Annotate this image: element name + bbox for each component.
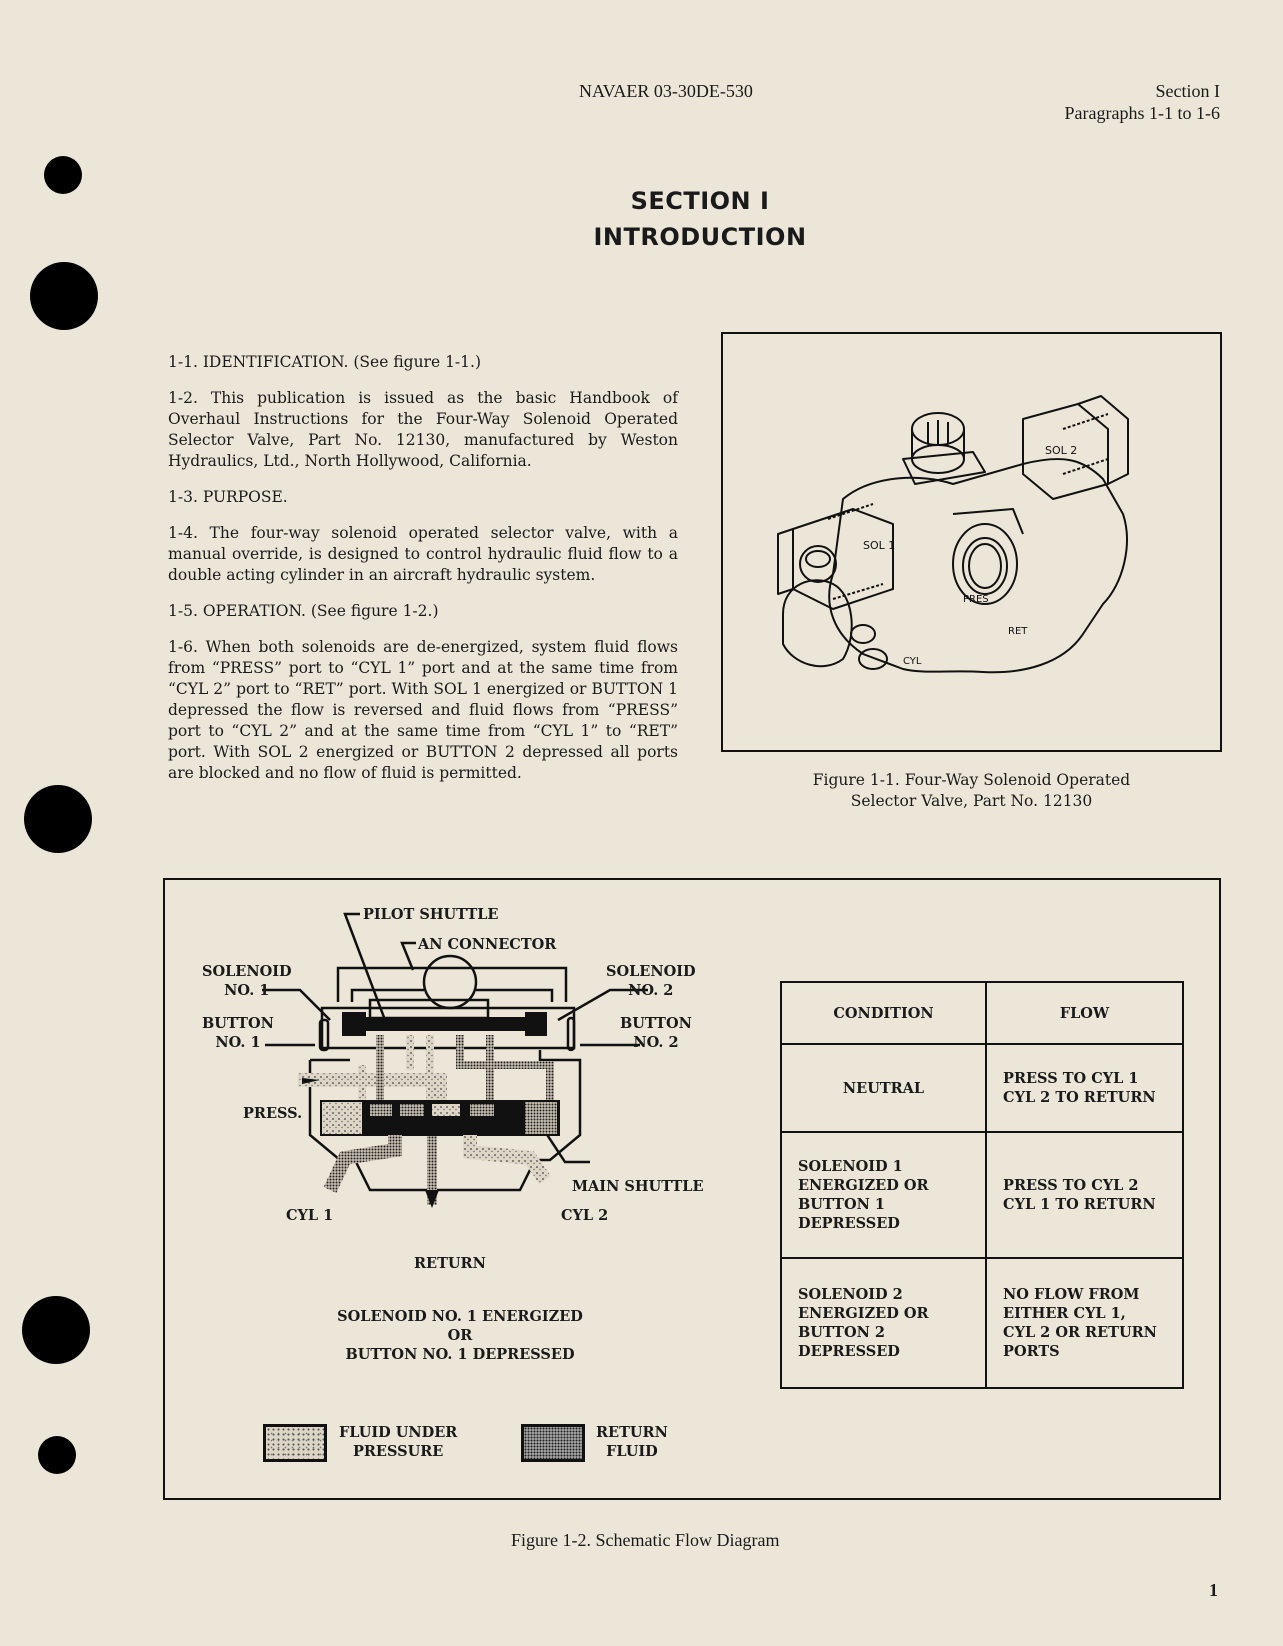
cell-line: PRESS TO CYL 1 (1003, 1070, 1139, 1087)
binder-hole (30, 262, 98, 330)
paragraph-range: Paragraphs 1-1 to 1-6 (1064, 103, 1220, 123)
svg-text:SOL 1: SOL 1 (863, 539, 896, 552)
table-row (781, 1258, 1183, 1388)
cell-line: SOLENOID 1 (798, 1158, 903, 1175)
cell-line: NO FLOW FROM (1003, 1286, 1140, 1303)
cell-line: CYL 2 OR RETURN (1003, 1324, 1157, 1341)
cell-line: NEUTRAL (842, 1079, 925, 1097)
cell-line: SOLENOID 2 (798, 1286, 903, 1303)
table-cell-condition (781, 1258, 986, 1388)
legend-return-line1: RETURN (596, 1424, 668, 1441)
cell-line: BUTTON 2 (798, 1324, 885, 1341)
label-an-connector: AN CONNECTOR (418, 936, 557, 953)
table-row (781, 1044, 1183, 1132)
label-solenoid-2-line2: NO. 2 (628, 982, 674, 999)
label-solenoid-1-line1: SOLENOID (202, 963, 292, 980)
label-cyl-1: CYL 1 (286, 1207, 334, 1224)
figure-1-2-caption: Figure 1-2. Schematic Flow Diagram (511, 1530, 780, 1550)
body-column (168, 352, 678, 784)
paragraph-1-1: 1-1. IDENTIFICATION. (See figure 1-1.) (168, 353, 482, 371)
binder-hole (38, 1436, 76, 1474)
table-cell-condition (781, 1132, 986, 1258)
label-button-2 (620, 1014, 692, 1052)
paragraph-1-3: 1-3. PURPOSE. (168, 488, 288, 506)
label-solenoid-1-line2: NO. 1 (224, 982, 270, 999)
paragraph-1-4: 1-4. The four-way solenoid operated selector valve, with a manual override, is designed to control hydraulic fluid flow to a double acting cylinder in an aircraft hydraulic system. (168, 524, 678, 584)
svg-text:CYL: CYL (903, 656, 922, 667)
figure-1-1-caption-line1: Figure 1-1. Four-Way Solenoid Operated (812, 771, 1131, 789)
paragraph-1-6: 1-6. When both solenoids are de-energized, system fluid flows from “PRESS” port to “CYL 1” port and at the same time from “CYL 2” port to “RET” port. With SOL 1 energized or BUTTON 1 depressed the flow is reversed and fluid flows from “PRESS” port to “CYL 2” and at the same time from “CYL 1” to “RET” port. With SOL 2 energized or BUTTON 2 depressed all ports are blocked and no flow of fluid is permitted. (168, 638, 678, 782)
valve-illustration (723, 334, 1220, 750)
table-header-condition: CONDITION (781, 982, 986, 1044)
binder-hole (44, 156, 82, 194)
label-main-shuttle: MAIN SHUTTLE (572, 1178, 704, 1195)
paragraph-1-5: 1-5. OPERATION. (See figure 1-2.) (168, 602, 439, 620)
table-cell-condition (781, 1044, 986, 1132)
binder-hole (24, 785, 92, 853)
cell-line: PRESS TO CYL 2 (1003, 1177, 1139, 1194)
state-caption-line1: SOLENOID NO. 1 ENERGIZED (337, 1308, 583, 1325)
legend-return-line2: FLUID (606, 1443, 658, 1460)
label-button-1-line1: BUTTON (202, 1015, 274, 1032)
figure-1-1-frame (721, 332, 1222, 752)
cell-line: CYL 2 TO RETURN (1003, 1089, 1156, 1106)
cell-line: BUTTON 1 (798, 1196, 885, 1213)
svg-text:RET: RET (1008, 626, 1028, 637)
cell-line: ENERGIZED OR (798, 1305, 929, 1322)
label-return-port: RETURN (414, 1255, 486, 1272)
label-solenoid-1 (202, 962, 292, 1000)
label-button-2-line2: NO. 2 (633, 1034, 679, 1051)
label-cyl-2: CYL 2 (561, 1207, 609, 1224)
label-button-1-line2: NO. 1 (215, 1034, 261, 1051)
schematic-state-caption (310, 1307, 610, 1364)
table-cell-flow (986, 1044, 1183, 1132)
table-row (781, 1132, 1183, 1258)
label-press-port: PRESS. (243, 1105, 303, 1122)
legend-swatch-pressure (263, 1424, 327, 1462)
section-label: Section I (1155, 81, 1220, 101)
section-title-name: INTRODUCTION (593, 223, 807, 251)
label-button-1 (202, 1014, 274, 1052)
legend-swatch-return (521, 1424, 585, 1462)
figure-1-1-caption (721, 770, 1222, 812)
cell-line: DEPRESSED (798, 1343, 900, 1360)
label-pilot-shuttle: PILOT SHUTTLE (363, 906, 499, 923)
svg-text:PRES: PRES (963, 594, 989, 605)
legend-pressure-line1: FLUID UNDER (339, 1424, 458, 1441)
state-caption-line3: BUTTON NO. 1 DEPRESSED (345, 1346, 575, 1363)
label-button-2-line1: BUTTON (620, 1015, 692, 1032)
legend-label-return (596, 1423, 668, 1461)
page-number: 1 (1209, 1580, 1218, 1600)
paragraph-1-2: 1-2. This publication is issued as the basic Handbook of Overhaul Instructions for the Four-Way Solenoid Operated Selector Valve, Part No. 12130, manufactured by Weston Hydraulics, Ltd., North Hollywood, California. (168, 389, 678, 470)
flow-condition-table (780, 981, 1184, 1389)
state-caption-line2: OR (447, 1327, 473, 1344)
cell-line: DEPRESSED (798, 1215, 900, 1232)
label-solenoid-2 (606, 962, 696, 1000)
table-header-flow: FLOW (986, 982, 1183, 1044)
label-solenoid-2-line1: SOLENOID (606, 963, 696, 980)
cell-line: ENERGIZED OR (798, 1177, 929, 1194)
table-cell-flow (986, 1132, 1183, 1258)
cell-line: PORTS (1003, 1343, 1060, 1360)
table-header-row (781, 982, 1183, 1044)
cell-line: CYL 1 TO RETURN (1003, 1196, 1156, 1213)
binder-hole (22, 1296, 90, 1364)
section-title-number: SECTION I (630, 187, 770, 215)
svg-text:SOL 2: SOL 2 (1045, 444, 1078, 457)
section-title (520, 183, 880, 255)
cell-line: EITHER CYL 1, (1003, 1305, 1126, 1322)
legend-pressure-line2: PRESSURE (352, 1443, 444, 1460)
legend-label-pressure (339, 1423, 457, 1461)
document-number: NAVAER 03-30DE-530 (579, 81, 753, 101)
figure-1-1-caption-line2: Selector Valve, Part No. 12130 (850, 792, 1093, 810)
table-cell-flow (986, 1258, 1183, 1388)
